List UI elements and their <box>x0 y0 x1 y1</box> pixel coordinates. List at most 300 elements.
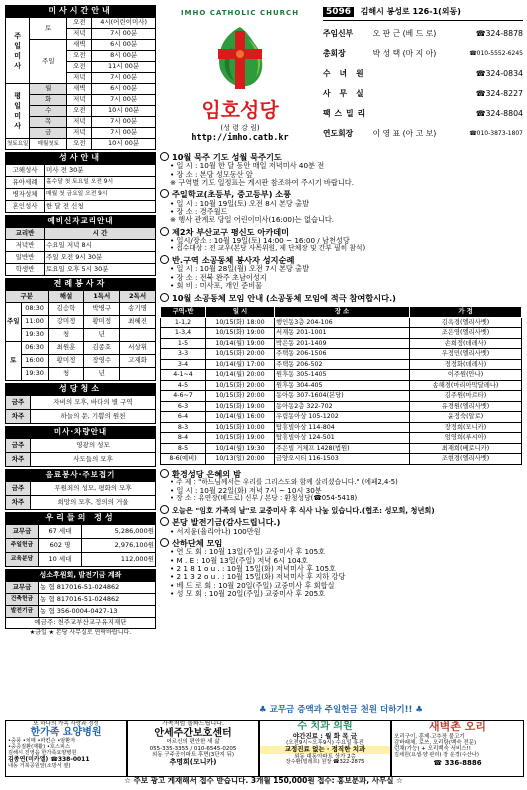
ad-line: 교정진료 없는 · 정직한 치과 <box>260 746 390 753</box>
notice-line: • 장 소 : 경주월드 <box>170 206 228 216</box>
service-person: 청 <box>48 368 84 381</box>
mass-cell: 토 <box>30 18 67 40</box>
notice-title: 제2차 부산교구 평신도 아카데미 <box>172 226 290 237</box>
meeting-place: 주은빌 거체프 1428(법원) <box>275 443 410 454</box>
notice-item <box>160 538 522 598</box>
bullet-icon <box>160 227 169 236</box>
notice-line: • 일 시 : 10월 22일(화) 저녁 7시 ~ 10시 30분 <box>170 485 322 495</box>
drinks-group: 무원죄의 성모, 평화의 모후 <box>31 482 156 496</box>
service-day: 토 <box>6 342 22 381</box>
notice-title: 오늘은 "임호 가족의 날"로 교중미사 후 식사 나눔 있습니다.(협조: 성모회, 청년회) <box>172 506 435 516</box>
meeting-datetime: 10/15(화) 19:00 <box>206 433 275 444</box>
service-person: 장영수 <box>84 355 120 368</box>
mass-cell: 7시 00분 <box>92 73 156 84</box>
meeting-zone: 8-6(예비) <box>161 454 206 465</box>
bullet-icon <box>160 505 169 514</box>
notice-line: • 연 도 회 : 10월 13일(주일) 교중미사 후 105호 <box>170 547 326 557</box>
sacrament-time: 홀수달 첫 토요일 오전 9시 <box>45 177 156 189</box>
notice-line: • 2 1 3 2 o u . : 10월 15일(화) 저녁미사 후 지하 강당 <box>170 572 346 582</box>
ad-line: 야간진료 : 월 화 목 금 <box>292 731 358 740</box>
education-header: 교리반 <box>6 228 45 240</box>
notice-line: • 일 시 : 10월 28일(월) 오전 7시 본당 출발 <box>170 264 310 274</box>
table-row <box>161 370 522 381</box>
mass-cell: 7시 00분 <box>92 128 156 139</box>
mass-cell: 주일 <box>30 40 67 84</box>
staff-phone: ☎010-3873-1807 <box>469 129 523 137</box>
staff-phone: ☎324-0834 <box>475 68 523 78</box>
mass-cell: 7시 00분 <box>92 29 156 40</box>
meeting-datetime: 10/14(월) 19:00 <box>206 338 275 349</box>
bullet-icon <box>160 538 169 547</box>
notice-line: • M . E : 10월 13일(주일) 저녁 6시 104호 <box>170 555 308 565</box>
drinks-group: 희망의 모후, 정의의 거울 <box>31 496 156 510</box>
ad-line: 감바래체, 로쓰, 오리탕(백숙 전문) <box>394 739 477 746</box>
mass-cell: 10시 00분 <box>92 106 156 117</box>
notice-title: 주일학교(초등부, 중고등부) 소풍 <box>172 189 292 200</box>
notice-line: • 회 비 : 미사포, 개인 준비물 <box>170 281 263 291</box>
staff-name: 이 영 표 (아 고 보) <box>372 128 437 138</box>
service-person: 최혜진 <box>120 316 156 329</box>
table-row <box>161 359 522 370</box>
sacraments-title: 성사안내 <box>5 152 156 164</box>
mass-cell: 새벽 <box>67 84 92 95</box>
table-row <box>161 391 522 402</box>
issue-line <box>323 5 523 18</box>
cleaning-table <box>5 395 156 424</box>
account-item: 건축헌금 <box>6 594 39 606</box>
service-person: 년 <box>84 329 120 342</box>
service-person <box>120 368 156 381</box>
education-class: 일반반 <box>6 252 45 264</box>
notice-line: • 장 소 : 유연장(베드로) 신부 / 본당 : 환청성당(☎054-5418) <box>170 494 358 503</box>
ad-line: 김종연(미카엘) ☎338-0011 <box>8 755 90 763</box>
notice-title: 10월 묵주 기도 성월 묵주기도 <box>172 152 282 162</box>
service-title: 전례봉사자 <box>5 278 156 290</box>
mass-cell: 6시 00분 <box>92 40 156 51</box>
staff-name <box>373 84 455 104</box>
mass-cell: 오전 <box>67 106 92 117</box>
ad-line: ☎ 336-8886 <box>433 758 482 767</box>
service-time: 11:00 <box>21 316 48 329</box>
bullet-icon <box>160 469 169 478</box>
meeting-zone: 4-1~4 <box>161 370 206 381</box>
ad-line: 055-335-3355 / 010-6545-0205 <box>149 745 237 752</box>
sacrament-time: 한 달 전 신청 <box>45 201 156 213</box>
education-time: 수요일 저녁 8시 <box>45 240 156 252</box>
notice-title: 환경성당 은혜의 밤 <box>172 468 241 479</box>
meeting-place: 탑휴빌아상 114-804 <box>275 422 410 433</box>
accounts-title: 성소후원회, 발전기금 계좌 <box>5 569 156 581</box>
service-person: 서상휘 <box>120 342 156 355</box>
accounts-table <box>5 581 156 629</box>
meeting-host: 조은영(엘리사벳) <box>410 328 522 339</box>
account-item: 발전기금 <box>6 606 39 618</box>
bullet-icon <box>160 517 169 526</box>
meeting-host: 이주원(안나) <box>410 370 522 381</box>
staff-phone: ☎324-8878 <box>475 28 523 38</box>
mass-cell: 6시 00분 <box>92 84 156 95</box>
notice-item <box>160 469 522 503</box>
meeting-host: 김주원(마르타) <box>410 391 522 402</box>
mass-cell: 저녁 <box>67 29 92 40</box>
meeting-place: 서재동 201-1001 <box>275 328 410 339</box>
notice-line: • 주 제 : "하느님께서는 우리를 그리스도와 함께 살리셨습니다." (에페2,4-5) <box>170 478 398 487</box>
finance-amount: 5,286,000원 <box>82 525 156 539</box>
notice-title: 반.구역 소공동체 봉사자 성지순례 <box>172 255 295 266</box>
meeting-header: 장 소 <box>275 306 410 317</box>
ad-line: 외동 구주공이파트 후면(3단지 뒤) <box>151 752 235 759</box>
meeting-place: 주택동 206-502 <box>275 359 410 370</box>
ad-line: 내동 거북공원앞(소방서 옆) <box>8 762 71 769</box>
table-row <box>161 349 522 360</box>
finance-count: 67 세대 <box>39 525 82 539</box>
service-person: 고재화 <box>120 355 156 368</box>
ad-line: 런채(가능) + 오리백숙 서비스!! <box>394 746 471 753</box>
cleaning-group: 자비의 모후, 바다의 별 구역 <box>31 396 156 410</box>
meeting-host: 유경원(엘리사벳) <box>410 401 522 412</box>
meeting-datetime: 10/15(화) 19:00 <box>206 401 275 412</box>
meeting-host: 윤정숙(알로) <box>410 412 522 423</box>
meeting-zone: 6-4 <box>161 412 206 423</box>
bullet-icon <box>160 189 169 198</box>
service-person: 년 <box>84 368 120 381</box>
mass-cell: 오전 <box>67 18 92 29</box>
meeting-datetime: 10/15(화) 20:00 <box>206 380 275 391</box>
meeting-host: 김옥경(엘리사벳) <box>410 317 522 328</box>
meeting-place: 주택동 206-1506 <box>275 349 410 360</box>
notice-item <box>160 189 522 224</box>
sacrament-time: 매월 첫 금요일 오전 9시 <box>45 189 156 201</box>
notice-item <box>160 227 522 254</box>
finance-item: 교무금 <box>6 525 39 539</box>
finance-table <box>5 524 156 567</box>
ad-hospital[interactable] <box>5 720 127 777</box>
bullet-icon <box>160 152 169 161</box>
ad-dental[interactable] <box>259 720 391 777</box>
vehicle-group: 영광의 성모 <box>31 439 156 453</box>
account-item: 교무금 <box>6 582 39 594</box>
ad-name: 한가족 요양병원 <box>30 727 102 739</box>
mass-cell: 저녁 <box>67 128 92 139</box>
notice-line: • 2 1 8 1 o u . : 10월 15일(화) 저녁미사 후 105호 <box>170 564 336 574</box>
vehicle-title: 미사·차량안내 <box>5 426 156 438</box>
table-row <box>161 433 522 444</box>
ad-daycare[interactable] <box>127 720 259 777</box>
mass-cell: 매월첫토 <box>30 139 67 150</box>
sacrament-name: 유아세례 <box>6 177 45 189</box>
notices-area <box>160 150 522 598</box>
mass-cell: 오전 <box>67 62 92 73</box>
cleaning-group: 하늘의 문, 기쁨의 원천 <box>31 410 156 424</box>
meeting-place: 금양오시티 116-1503 <box>275 454 410 465</box>
meeting-place: 행인동3층 204-106 <box>275 317 410 328</box>
meeting-place: 원후동 305-1405 <box>275 370 410 381</box>
education-title: 예비신자교리안내 <box>5 215 156 227</box>
cross-logo-icon <box>202 21 278 97</box>
meeting-datetime: 10/14(월) 17:00 <box>206 359 275 370</box>
meeting-place: 동아동2층 322-702 <box>275 401 410 412</box>
table-row <box>161 401 522 412</box>
notice-line: • 장 소 : 전북 완주 초남이성지 <box>170 272 267 282</box>
vehicle-table <box>5 438 156 467</box>
ad-line: 장수환(빌레르) 원장 ☎322-2875 <box>285 759 365 766</box>
left-footnote: ★금일 ★ 본당 사무실로 연락바랍니다. <box>29 629 132 636</box>
service-time: 19:30 <box>21 368 48 381</box>
meeting-datetime: 10/15(화) 20:00 <box>206 349 275 360</box>
table-row <box>161 454 522 465</box>
meeting-title: 10월 소공동체 모임 안내 (소공동체 모임에 적극 참여합시다.) <box>172 293 396 304</box>
service-person: 박병구 <box>84 303 120 316</box>
meeting-host: 엄영희(루시아) <box>410 433 522 444</box>
notice-item <box>160 517 522 536</box>
meeting-place: 박은동 201-1409 <box>275 338 410 349</box>
church-subtitle: (성 령 강 림) <box>220 124 260 132</box>
ad-tagline: 또 하나의 가족 사랑과 정성 <box>33 721 99 727</box>
education-class: 저녁반 <box>6 240 45 252</box>
sacrament-name: 고해성사 <box>6 165 45 177</box>
ad-line: •중풍 •치매 •파킨슨 •암환자 <box>8 737 76 744</box>
mass-cell: 오전 <box>67 51 92 62</box>
account-number: 농 협 817016-51-024862 <box>39 594 156 606</box>
staff-name: 오 판 근 (베 드 로) <box>372 28 437 38</box>
education-time: 주일 오전 9시 30분 <box>45 252 156 264</box>
service-time: 16:00 <box>21 355 48 368</box>
meeting-datetime: 10/14(월) 19:30 <box>206 443 275 454</box>
sacrament-name: 혼인성사 <box>6 201 45 213</box>
meeting-host: 송해경(마리아막달레나) <box>410 380 522 391</box>
mass-times-table <box>5 17 156 150</box>
ad-line: (오전9시~오후9시) 수요일 휴진 <box>286 739 364 746</box>
week-label: 금주 <box>6 439 31 453</box>
meeting-zone: 1-3,4 <box>161 328 206 339</box>
meeting-header: 구역-반 <box>161 306 206 317</box>
ad-line: 어르신의 편안한 새 삶 <box>166 739 220 746</box>
church-url[interactable]: http://imho.catb.kr <box>191 133 289 143</box>
service-time: 08:30 <box>21 303 48 316</box>
meeting-zone: 8-3 <box>161 422 206 433</box>
drinks-title: 음료봉사·주보접기 <box>5 469 156 481</box>
notice-line: ※ 행사 관계로 당일 어린이미사(16:00)는 없습니다. <box>170 215 335 225</box>
ad-restaurant[interactable] <box>391 720 524 777</box>
staff-role: 사무실 <box>323 88 373 98</box>
notice-line: • 베 드 로 회 : 10월 20일(주일) 교중미사 후 회합실 <box>170 580 335 590</box>
staff-name <box>373 64 455 84</box>
finance-item: 주일헌금 <box>6 539 39 553</box>
ad-line: 김채원(요셉·양 관리) 장 운경(수산나) <box>394 751 479 758</box>
service-header: 2독서 <box>120 291 156 303</box>
meeting-datetime: 10/14(월) 16:00 <box>206 412 275 423</box>
service-header: 해설 <box>48 291 84 303</box>
meeting-zone: 1-5 <box>161 338 206 349</box>
ad-line: 오리구이, 훈제·고추장 불고기 <box>394 733 465 740</box>
meeting-header: 일 시 <box>206 306 275 317</box>
account-number: 농 협 817016-51-024862 <box>39 582 156 594</box>
service-header: 구분 <box>6 291 49 303</box>
meeting-zone: 1-1,2 <box>161 317 206 328</box>
meeting-host: 손희정(데레사) <box>410 338 522 349</box>
week-label: 금주 <box>6 396 31 410</box>
info-block <box>323 5 523 147</box>
week-label: 차주 <box>6 410 31 424</box>
table-row <box>161 380 522 391</box>
church-address: 김해시 봉성로 126-1(외동) <box>360 7 461 16</box>
meeting-datetime: 10/14(월) 20:00 <box>206 370 275 381</box>
meeting-datetime: 10/15(화) 10:00 <box>206 422 275 433</box>
mass-cell: 10시 00분 <box>92 139 156 150</box>
meeting-datetime: 10/15(화) 18:00 <box>206 317 275 328</box>
staff-phone: ☎010-5552-6245 <box>469 49 523 57</box>
mass-cell: 저녁 <box>67 73 92 84</box>
week-label: 차주 <box>6 496 31 510</box>
staff-role: 연도회장 <box>323 128 354 138</box>
service-person <box>120 329 156 342</box>
meeting-host: 조현경(엘리사벳) <box>410 454 522 465</box>
meeting-zone: 3-4 <box>161 359 206 370</box>
mass-cell: 화 <box>30 95 67 106</box>
footer-note: ☆ 주보 광고 게재해서 접수 받습니다. 3개월 150,000원 접수: 홍보분과, 사무실 ☆ <box>124 776 403 785</box>
sacrament-name: 병자성체 <box>6 189 45 201</box>
education-table <box>5 227 156 276</box>
staff-name: 박 성 택 (마 지 아) <box>372 48 437 58</box>
service-table <box>5 290 156 381</box>
ad-tagline: 가족처럼 돌봐드립니다. <box>162 720 224 727</box>
service-person: 강미정 <box>48 316 84 329</box>
mass-cell: 월 <box>30 84 67 95</box>
notice-line: ※ 구역별 기도 일정표는 게시판 참조하여 주시기 바랍니다. <box>170 177 354 187</box>
meeting-datetime: 10/13(일) 20:00 <box>206 454 275 465</box>
finance-count: 602 명 <box>39 539 82 553</box>
notice-line: • 일 시 : 10월 19일(토) 오전 8시 본당 출발 <box>170 198 310 208</box>
bullet-icon <box>160 255 169 264</box>
service-person: 송기명 <box>120 303 156 316</box>
vehicle-group: 사도들의 모후 <box>31 453 156 467</box>
logo-block <box>160 5 320 145</box>
finance-item: 교육분담 <box>6 553 39 567</box>
table-row <box>161 443 522 454</box>
service-person: 황미정 <box>48 355 84 368</box>
meeting-zone: 6-3 <box>161 401 206 412</box>
service-person: 황미정 <box>84 316 120 329</box>
logo-english: IMHO CATHOLIC CHURCH <box>180 9 300 17</box>
account-holder: 예금주: 천주교부산교구유지재단 <box>6 618 156 629</box>
notice-line: • 일시/장소 : 10월 19일(토) 14:00 ~ 16:00 / 남천성당 <box>170 235 350 245</box>
meeting-place: 탑휴빌아상 124-501 <box>275 433 410 444</box>
week-label: 차주 <box>6 453 31 467</box>
table-row <box>161 412 522 423</box>
mass-cell: 7시 00분 <box>92 95 156 106</box>
mass-cell: 11시 00분 <box>92 62 156 73</box>
education-time: 토요일 오후 5시 30분 <box>45 264 156 276</box>
sacraments-table <box>5 164 156 213</box>
service-person: 청 <box>48 329 84 342</box>
table-row <box>161 422 522 433</box>
mass-cell: 수 <box>30 106 67 117</box>
mass-cell: 8시 00분 <box>92 51 156 62</box>
mass-cell: 금 <box>30 128 67 139</box>
notice-line: • 일 시 : 10월 한 달 동안 매일 저녁미사 40분 전 <box>170 161 325 171</box>
staff-role: 주임신부 <box>323 28 354 38</box>
mass-cell: 7시 00분 <box>92 117 156 128</box>
mass-cell: 오전 <box>67 139 92 150</box>
issue-number: 5096 <box>323 7 354 17</box>
meeting-zone: 8-4 <box>161 433 206 444</box>
service-day: 주일 <box>6 303 22 342</box>
finance-amount: 2,976,100원 <box>82 539 156 553</box>
meeting-place: 동아동 307-1604(본당) <box>275 391 410 402</box>
meeting-zone: 3-3 <box>161 349 206 360</box>
table-row <box>161 338 522 349</box>
notice-item <box>160 505 522 515</box>
cleaning-title: 성당청소 <box>5 383 156 395</box>
notice-title: 산하단체 모임 <box>172 538 223 549</box>
service-person: 최원훈 <box>48 342 84 355</box>
meeting-table <box>160 306 522 465</box>
service-header: 1독서 <box>84 291 120 303</box>
table-row <box>161 328 522 339</box>
meeting-host: 최재희(베로니카) <box>410 443 522 454</box>
table-row <box>161 317 522 328</box>
staff-table <box>323 24 523 144</box>
service-time: 19:30 <box>21 329 48 342</box>
mass-cell: 첫토요일 <box>6 139 30 150</box>
meeting-place: 우림동아상 105-1202 <box>275 412 410 423</box>
drinks-table <box>5 481 156 510</box>
ad-line: •중증질환(재활) •호스피스 <box>8 743 70 750</box>
staff-name <box>373 104 455 124</box>
education-class: 학생반 <box>6 264 45 276</box>
staff-role: 수녀원 <box>323 68 373 78</box>
meeting-place: 원후동 304-405 <box>275 380 410 391</box>
service-person: 김승학 <box>48 303 84 316</box>
service-person: 김종호 <box>84 342 120 355</box>
mass-times-title: 미사시간안내 <box>5 5 156 17</box>
mass-cell: 저녁 <box>67 117 92 128</box>
notice-item <box>160 255 522 290</box>
meeting-host: 장정희(모니카) <box>410 422 522 433</box>
mass-cell: 저녁 <box>67 95 92 106</box>
meeting-zone: 8-5 <box>161 443 206 454</box>
mass-cell: 4시(어린이미사) <box>92 18 156 29</box>
notice-line: • 서지윤(율리아나) 100만원 <box>170 526 261 536</box>
meeting-host: 정정화(데레사) <box>410 359 522 370</box>
mass-sunday-group: 주 일 미 사 <box>6 18 30 84</box>
mass-cell: 목 <box>30 117 67 128</box>
service-time: 06:30 <box>21 342 48 355</box>
notice-item <box>160 152 522 187</box>
ad-line: 추명희(모니카) <box>169 758 217 767</box>
meeting-datetime: 10/15(화) 19:00 <box>206 328 275 339</box>
finance-title: 우리들의 정성 <box>5 512 156 524</box>
staff-role: 팩스밀리 <box>323 108 370 118</box>
account-number: 농 협 356-0004-0427-13 <box>39 606 156 618</box>
church-name: 임호성당 <box>201 98 279 122</box>
mass-weekday-group: 평 일 미 사 <box>6 84 30 139</box>
meeting-zone: 4-5 <box>161 380 206 391</box>
meeting-zone: 4-6~7 <box>161 391 206 402</box>
meeting-header: 가 정 <box>410 306 522 317</box>
week-label: 금주 <box>6 482 31 496</box>
bullet-icon <box>160 293 169 302</box>
finance-amount: 112,000원 <box>82 553 156 567</box>
ad-line: 외동 대동아파트 상가 2층 <box>294 753 356 760</box>
sacrament-time: 미사 전 30분 <box>45 165 156 177</box>
offering-banner: ♣ 교무금 증액과 주일헌금 천원 더하기!! ♣ <box>259 705 423 715</box>
ad-line: 김해시 진영읍 한가족요양병원 <box>8 749 77 756</box>
education-header: 시 간 <box>45 228 156 240</box>
mass-cell: 새벽 <box>67 40 92 51</box>
ad-name: 안세주간보호센터 <box>154 727 232 739</box>
staff-role: 총회장 <box>323 48 346 58</box>
